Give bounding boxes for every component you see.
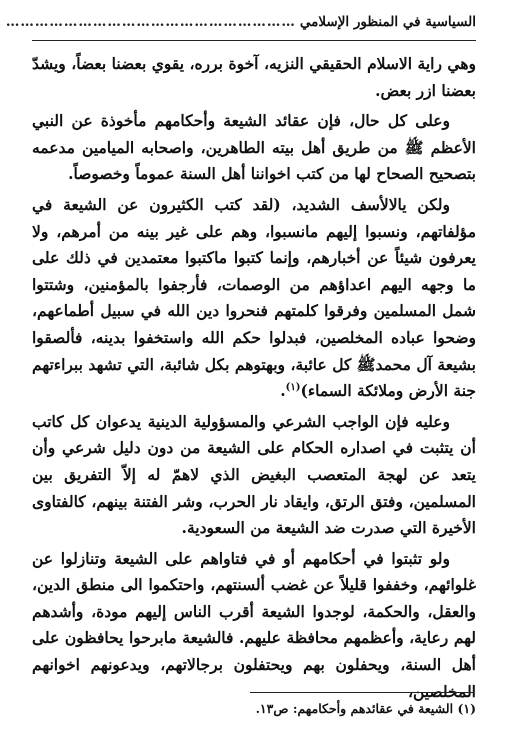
- paragraph-1: وهي راية الاسلام الحقيقي النزيه، آخوة برره، يقوي بعضنا بعضاً، ويشدّ بعضنا ازر بعض.: [32, 54, 476, 100]
- paragraph-2: وعلى كل حال، فإن عقائد الشيعة وأحكامهم مأخوذة عن النبي الأعظم ﷺ من طريق أهل بيته الطاهرين، واصحابه الميامين مدعمه بتصحيح الصحاح لها من كتب اخواننا أهل السنة عموماً وخصوصاً.: [32, 111, 476, 184]
- footnote-separator: [250, 692, 474, 693]
- page-number: [0, 14, 2, 30]
- header-leader-dots: ……………………………………………………: [5, 14, 296, 30]
- body-text: [32, 51, 476, 705]
- running-header: [5, 14, 476, 41]
- paragraph-5: ولو تثبتوا في أحكامهم أو في فتاواهم على الشيعة وتنازلوا عن غلوائهم، وخففوا قليلاً عن غضب ألسنتهم، واحتكموا الى منطق الدين، والعقل، والحكمة، لوجدوا الشيعة أقرب الناس إليهم مودة، وأشدهم لهم رعاية، وأعظمهم محافظة عليهم. فالشيعة مابرحوا يحافظون على أهل السنة، ويحفلون بهم ويحتفلون برجالاتهم، ويدعونهم اخوانهم المخلصين،: [32, 548, 476, 701]
- header-title: السياسية في المنظور الإسلامي: [299, 14, 476, 30]
- paragraph-3-text: ولكن يالالأسف الشديد، (لقد كتب الكثيرون عن الشيعة في مؤلفاتهم، ونسبوا إليهم مانسبوا، وهم على غير بينه من أمرهم، ولا يعرفون شيئاً عن أخبارهم، وإنما كتبوا ماكتبوا معتمدين في ذلك على ما وجهه اليهم اعداؤهم من الوصمات، فأرجفوا بالمؤمنين، وشتتوا شمل المسلمين وفرقوا كلمتهم فنحروا دين الله في سبيل أطماعهم، وضحوا عباده المخلصين، فبدلوا حكم الله واستخفوا بدينه، فألصقوا بشيعة آل محمدﷺ كل عائبة، وبهتوهم بكل شائبة، التي تشهد ببراءتهم جنة الأرض وملائكة السماء): [32, 194, 476, 401]
- paragraph-3: ولكن يالالأسف الشديد، (لقد كتب الكثيرون عن الشيعة في مؤلفاتهم، ونسبوا إليهم مانسبوا، وهم على غير بينه من أمرهم، ولا يعرفون شيئاً عن أخبارهم، وإنما كتبوا ماكتبوا معتمدين في ذلك على ما وجهه اليهم اعداؤهم من الوصمات، فأرجفوا بالمؤمنين، وشتتوا شمل المسلمين وفرقوا كلمتهم فنحروا دين الله في سبيل أطماعهم، وضحوا عباده المخلصين، فبدلوا حكم الله واستخفوا بدينه، فألصقوا بشيعة آل محمدﷺ كل عائبة، وبهتوهم بكل شائبة، التي تشهد ببراءتهم جنة الأرض وملائكة السماء)$^{(١)}$.: [32, 194, 476, 401]
- paragraph-4: وعليه فإن الواجب الشرعي والمسؤولية الدينية يدعوان كل كاتب أن يتثبت في اصداره الحكام على الشيعة من دون دليل شرعي وأن يتعد عن لهجة المتعصب البغيض الذي لاهمّ له إلاّ التفريق بين المسلمين، وفتق الرتق، وايقاد نار الحرب، وشر الفتنة بينهم، كالفتاوى الأخيرة التي صدرت ضد الشيعة من السعودية.: [32, 411, 476, 538]
- footnote-reference: (١): [285, 381, 301, 393]
- footnote: (١) الشيعة في عقائدهم وأحكامهم: ص١٣.: [255, 701, 476, 716]
